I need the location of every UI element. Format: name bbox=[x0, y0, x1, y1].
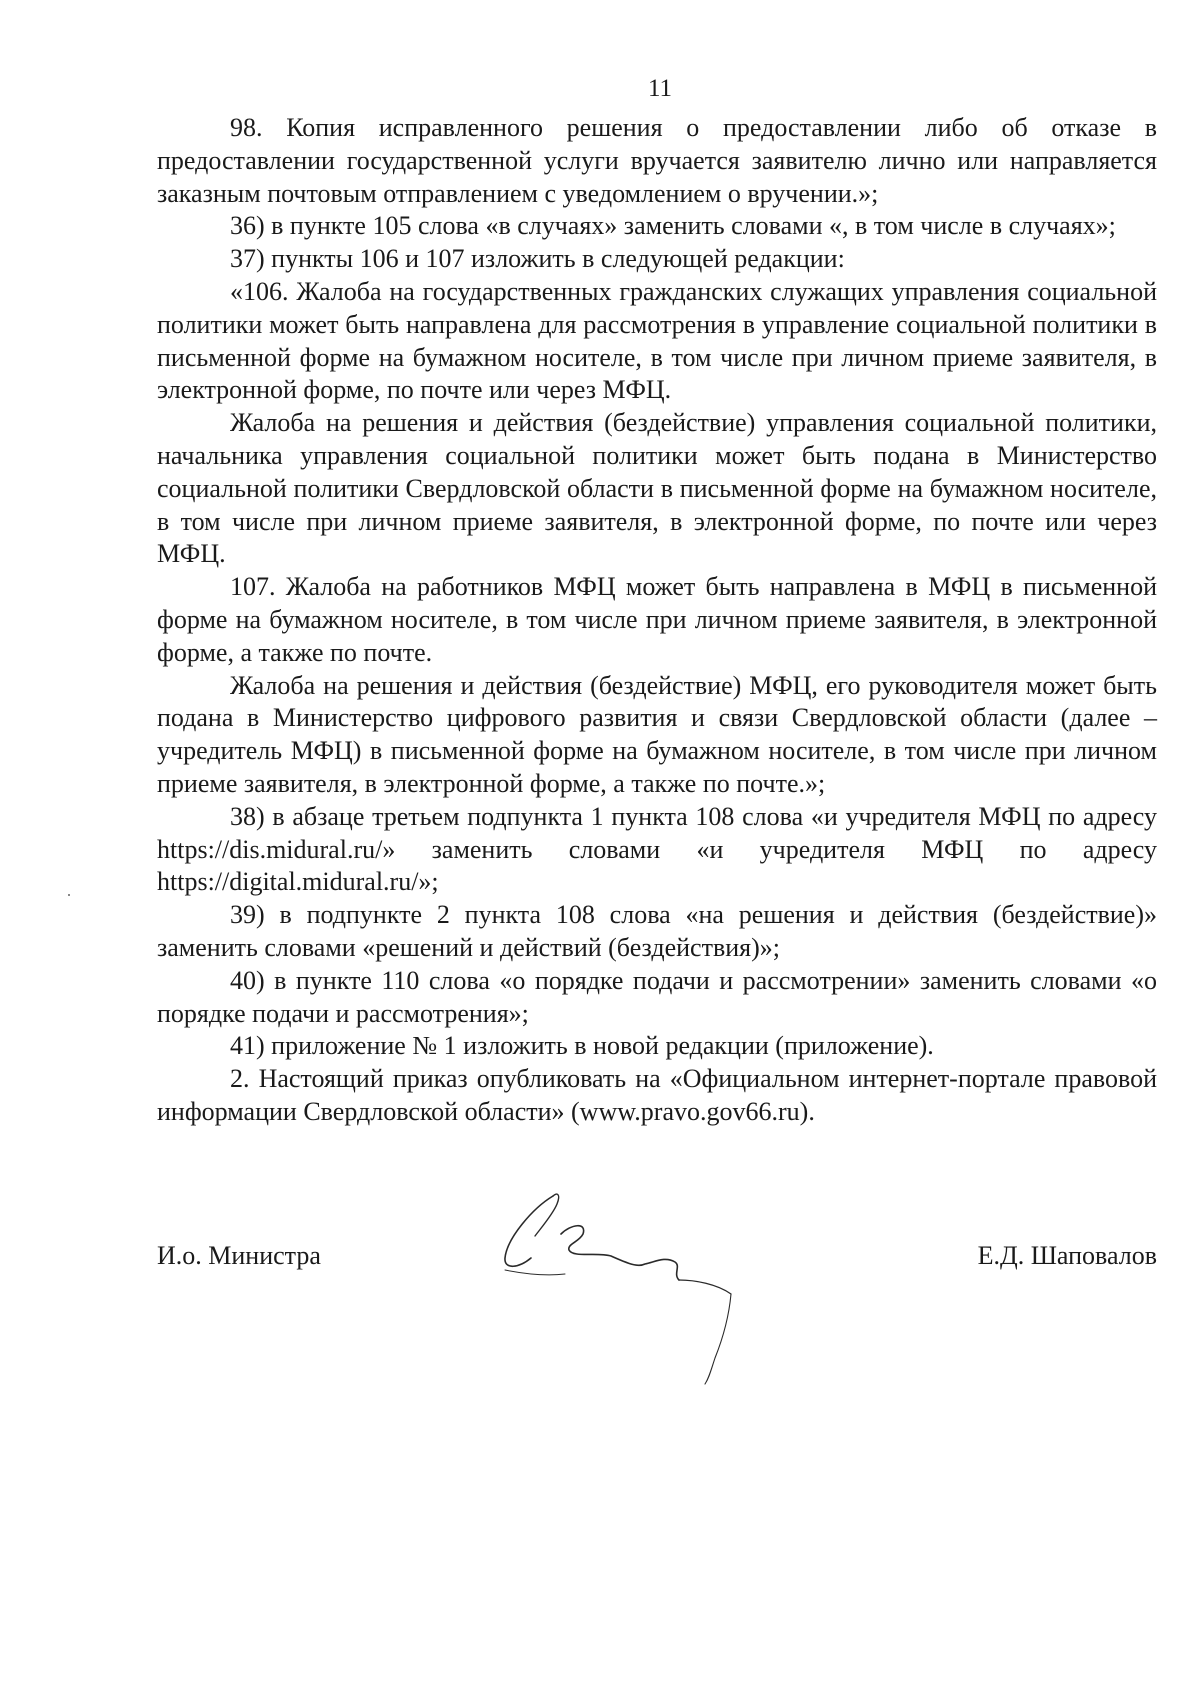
signature-block bbox=[157, 1240, 1157, 1276]
paragraph-98: 98. Копия исправленного решения о предоставлении либо об отказе в предоставлении государственной услуги вручается заявителю лично или направляется заказным почтовым отправлением с уведомлением о вручении.»; bbox=[157, 113, 1157, 208]
paragraph-item-40: 40) в пункте 110 слова «о порядке подачи и рассмотрении» заменить словами «о порядке подачи и рассмотрения»; bbox=[157, 965, 1157, 1028]
page-number: 11 bbox=[647, 75, 673, 102]
scan-artifact bbox=[68, 894, 70, 896]
paragraph-item-36: 36) в пункте 105 слова «в случаях» заменить словами «, в том числе в случаях»; bbox=[230, 211, 1116, 241]
signatory-name: Е.Д. Шаповалов bbox=[977, 1241, 1157, 1270]
paragraph-item-37: 37) пункты 106 и 107 изложить в следующей редакции: bbox=[230, 244, 845, 274]
paragraph-106-part-2: Жалоба на решения и действия (бездействие) управления социальной политики, начальника управления социальной политики может быть подана в Министерство социальной политики Свердловской области в письменной форме на бумажном носителе, в том числе при личном приеме заявителя, в электронной форме, по почте или через МФЦ. bbox=[157, 408, 1157, 569]
paragraph-publication: 2. Настоящий приказ опубликовать на «Официальном интернет-портале правовой информации Свердловской области» (www.pravo.gov66.ru). bbox=[157, 1064, 1157, 1126]
paragraph-item-38: 38) в абзаце третьем подпункта 1 пункта 108 слова «и учредителя МФЦ по адресу https://dis.midural.ru/» заменить словами «и учредителя МФЦ по адресу https://digital.midural.ru/»; bbox=[157, 801, 1157, 897]
paragraph-106-part-1: «106. Жалоба на государственных гражданских служащих управления социальной политики может быть направлена для рассмотрения в управление социальной политики в письменной форме на бумажном носителе, в том числе при личном приеме заявителя, в электронной форме, по почте или через МФЦ. bbox=[157, 276, 1157, 405]
paragraph-107-part-1: 107. Жалоба на работников МФЦ может быть направлена в МФЦ в письменной форме на бумажном носителе, в том числе при личном приеме заявителя, в электронной форме, а также по почте. bbox=[157, 572, 1157, 667]
signatory-position: И.о. Министра bbox=[157, 1241, 321, 1270]
paragraph-item-39: 39) в подпункте 2 пункта 108 слова «на решения и действия (бездействие)» заменить словами «решений и действий (бездействия)»; bbox=[157, 900, 1157, 962]
paragraph-item-41: 41) приложение № 1 изложить в новой редакции (приложение). bbox=[230, 1031, 934, 1061]
document-body bbox=[157, 112, 1157, 1129]
paragraph-107-part-2: Жалоба на решения и действия (бездействие) МФЦ, его руководителя может быть подана в Министерство цифрового развития и связи Свердловской области (далее – учредитель МФЦ) в письменной форме на бумажном носителе, в том числе при личном приеме заявителя, в электронной форме, а также по почте.»; bbox=[157, 670, 1157, 798]
handwritten-signature bbox=[495, 1176, 775, 1386]
